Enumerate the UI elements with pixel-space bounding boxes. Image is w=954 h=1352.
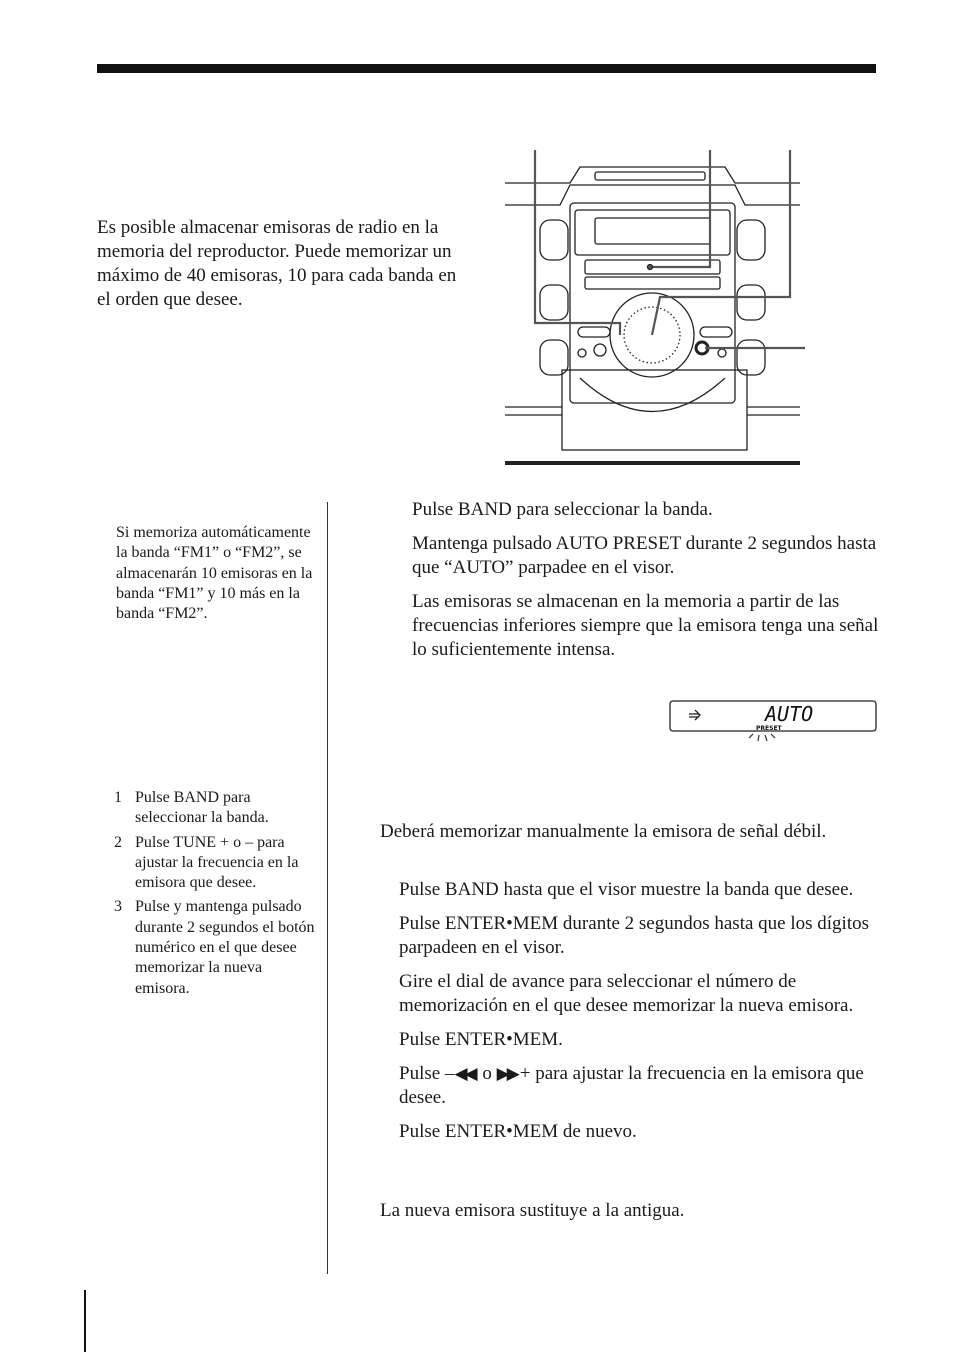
preset-indicator: PRESET xyxy=(756,725,782,732)
list-item: Las emisoras se almacenan en la memoria a partir de las frecuencias inferiores siempre que la emisora tenga una señal lo suficientemente intensa. xyxy=(412,591,879,660)
list-item: Gire el dial de avance para seleccionar el número de memorización en el que desee memorizar la nueva emisora. xyxy=(399,971,854,1016)
result-text: La nueva emisora sustituye a la antigua. xyxy=(380,1200,685,1221)
list-item: Pulse ENTER•MEM. xyxy=(399,1029,563,1050)
manual-intro: Deberá memorizar manualmente la emisora de señal débil. xyxy=(380,821,827,842)
fast-forward-icon: ▶▶ xyxy=(496,1064,517,1083)
manual-preset-steps xyxy=(399,878,879,1154)
step-text: Pulse – xyxy=(399,1063,455,1084)
side-steps-list xyxy=(114,788,319,1003)
stereo-front-panel-illustration xyxy=(500,145,805,470)
display-window xyxy=(595,218,710,244)
list-item: Pulse ENTER•MEM de nuevo. xyxy=(399,1121,637,1142)
list-item xyxy=(114,833,319,894)
list-item: Pulse ENTER•MEM durante 2 segundos hasta que los dígitos parpadeen en el visor. xyxy=(399,913,869,958)
list-item xyxy=(114,897,319,998)
list-item: Pulse BAND hasta que el visor muestre la banda que desee. xyxy=(399,879,854,900)
list-item: Mantenga pulsado AUTO PRESET durante 2 segundos hasta que “AUTO” parpadee en el visor. xyxy=(412,533,877,578)
stereo-arrow-icon xyxy=(689,710,700,720)
step-text: o xyxy=(477,1063,497,1084)
step-text: Pulse BAND para seleccionar la banda. xyxy=(135,789,269,827)
list-item: Pulse BAND para seleccionar la banda. xyxy=(412,499,713,520)
list-item xyxy=(399,1062,879,1110)
blink-icon xyxy=(749,734,775,741)
step-number: 3 xyxy=(114,898,122,916)
step-text: Pulse y mantenga pulsado durante 2 segundos el botón numérico en el que desee memorizar la nueva emisora. xyxy=(135,898,315,997)
bottom-rule xyxy=(84,1290,86,1352)
list-item xyxy=(114,788,319,829)
top-rule xyxy=(97,64,876,73)
lcd-display-illustration xyxy=(669,700,877,760)
column-divider xyxy=(327,502,328,1274)
step-text: Pulse TUNE + o – para ajustar la frecuencia en la emisora que desee. xyxy=(135,833,299,892)
intro-paragraph: Es posible almacenar emisoras de radio en la memoria del reproductor. Puede memorizar un máximo de 40 emisoras, 10 para cada banda en el orden que desee. xyxy=(97,217,457,310)
side-note: Si memoriza automáticamente la banda “FM1” o “FM2”, se almacenarán 10 emisoras en la banda “FM1” y 10 más en la banda “FM2”. xyxy=(116,524,313,623)
step-number: 2 xyxy=(114,833,122,851)
step-number: 1 xyxy=(114,789,122,806)
step-text: + para ajustar la frecuencia en la emisora que desee. xyxy=(399,1063,864,1108)
cd-lid xyxy=(595,172,705,180)
lcd-readout: AUTO xyxy=(765,702,814,726)
auto-preset-steps xyxy=(412,498,882,672)
rewind-icon: ◀◀ xyxy=(454,1064,475,1083)
